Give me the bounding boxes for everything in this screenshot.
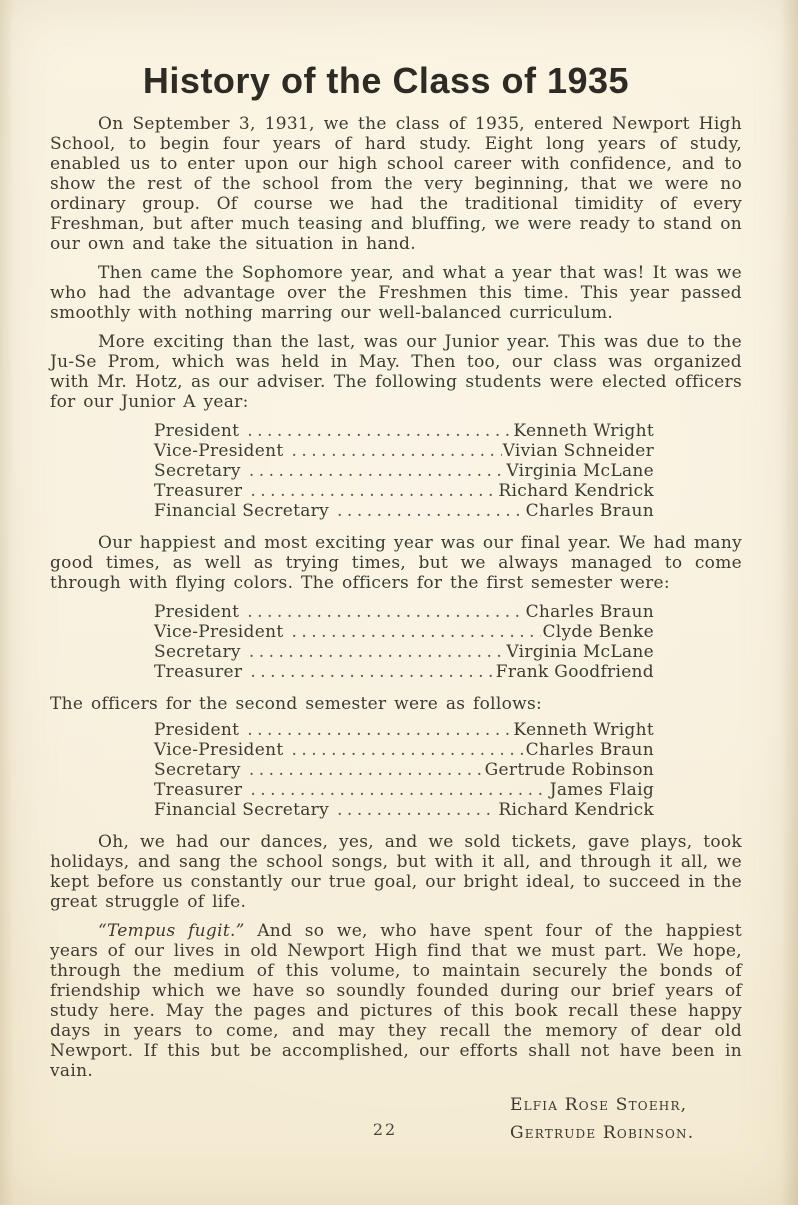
officer-row	[154, 461, 654, 481]
officer-row	[154, 421, 654, 441]
officer-role: Treasurer	[154, 481, 243, 501]
paragraph-second-semester-intro: The officers for the second semester were as follows:	[50, 694, 543, 714]
officer-row	[154, 780, 654, 800]
dot-leader	[249, 461, 506, 481]
officer-row	[154, 760, 654, 780]
officer-row	[154, 662, 654, 682]
dot-leader	[337, 501, 525, 521]
dot-leader	[250, 481, 497, 501]
officer-role: Secretary	[154, 642, 241, 662]
officer-row	[154, 501, 654, 521]
dot-leader	[291, 441, 501, 461]
officer-name: Frank Goodfriend	[495, 662, 654, 682]
officer-role: Vice-President	[154, 740, 284, 760]
dot-leader	[250, 780, 548, 800]
page-number: 22	[372, 1120, 398, 1139]
tempus-fugit-italic: “Tempus fugit.”	[98, 921, 245, 941]
officer-role: President	[154, 421, 240, 441]
officer-role: Financial Secretary	[154, 800, 330, 820]
officer-row	[154, 622, 654, 642]
officer-list-second-semester	[154, 720, 654, 820]
page-title: History of the Class of 1935	[142, 60, 630, 101]
officer-role: Vice-President	[154, 441, 284, 461]
officer-role: Secretary	[154, 760, 241, 780]
officer-name: James Flaig	[549, 780, 654, 800]
officer-role: President	[154, 602, 240, 622]
officer-list-junior-a	[154, 421, 654, 521]
officer-role: Treasurer	[154, 780, 243, 800]
officer-row	[154, 740, 654, 760]
officer-row	[154, 481, 654, 501]
dot-leader	[291, 740, 524, 760]
officer-name: Virginia McLane	[506, 642, 654, 662]
officer-name: Vivian Schneider	[502, 441, 654, 461]
signature-gertrude-robinson: Gertrude Robinson.	[510, 1123, 695, 1143]
officer-list-first-semester	[154, 602, 654, 682]
dot-leader	[249, 760, 484, 780]
officer-row	[154, 720, 654, 740]
officer-role: Vice-President	[154, 622, 284, 642]
officer-name: Virginia McLane	[506, 461, 654, 481]
dot-leader	[250, 662, 494, 682]
dot-leader	[247, 720, 512, 740]
officer-role: Secretary	[154, 461, 241, 481]
officer-name: Charles Braun	[525, 602, 654, 622]
paragraph-junior-year: More exciting than the last, was our Junior year. This was due to the Ju-Se Prom, which was held in May. Then too, our class was organized with Mr. Hotz, as our adviser. The following students were elected officers for our Junior A year:	[50, 332, 742, 412]
officer-name: Kenneth Wright	[513, 720, 654, 740]
officer-name: Gertrude Robinson	[484, 760, 654, 780]
officer-name: Kenneth Wright	[513, 421, 654, 441]
dot-leader	[247, 421, 512, 441]
officer-role: Financial Secretary	[154, 501, 330, 521]
officer-role: Treasurer	[154, 662, 243, 682]
dot-leader	[247, 602, 524, 622]
officer-name: Clyde Benke	[542, 622, 654, 642]
paragraph-farewell	[50, 921, 742, 1081]
paragraph-farewell-text: And so we, who have spent four of the happiest years of our lives in old Newport High find that we must part. We hope, through the medium of this volume, to maintain securely the bonds of friendship which we have so soundly founded during our brief years of study here. May the pages and pictures of this book recall these happy days in years to come, and may they recall the memory of dear old Newport. If this but be accomplished, our efforts shall not have been in vain.	[50, 921, 742, 1081]
dot-leader	[291, 622, 541, 642]
paragraph-sophomore-year: Then came the Sophomore year, and what a year that was! It was we who had the advantage over the Freshmen this time. This year passed smoothly with nothing marring our well-balanced curriculum.	[50, 263, 742, 323]
officer-row	[154, 800, 654, 820]
officer-name: Charles Braun	[525, 740, 654, 760]
signature-elfia-rose-stoehr: Elfia Rose Stoehr,	[510, 1095, 688, 1115]
dot-leader	[249, 642, 506, 662]
officer-row	[154, 642, 654, 662]
dot-leader	[337, 800, 497, 820]
paragraph-senior-year: Our happiest and most exciting year was our final year. We had many good times, as well as trying times, but we always managed to come through with flying colors. The officers for the first semester were:	[50, 533, 742, 593]
officer-row	[154, 602, 654, 622]
paragraph-activities: Oh, we had our dances, yes, and we sold tickets, gave plays, took holidays, and sang the school songs, but with it all, and through it all, we kept before us constantly our true goal, our bright ideal, to succeed in the great struggle of life.	[50, 832, 742, 912]
officer-name: Richard Kendrick	[498, 481, 654, 501]
officer-row	[154, 441, 654, 461]
officer-role: President	[154, 720, 240, 740]
paragraph-freshman-year: On September 3, 1931, we the class of 1935, entered Newport High School, to begin four years of hard study. Eight long years of study, enabled us to enter upon our high school career with confidence, and to show the rest of the school from the very beginning, that we were no ordinary group. Of course we had the traditional timidity of every Freshman, but after much teasing and bluffing, we were ready to stand on our own and take the situation in hand.	[50, 114, 742, 254]
officer-name: Richard Kendrick	[498, 800, 654, 820]
officer-name: Charles Braun	[525, 501, 654, 521]
